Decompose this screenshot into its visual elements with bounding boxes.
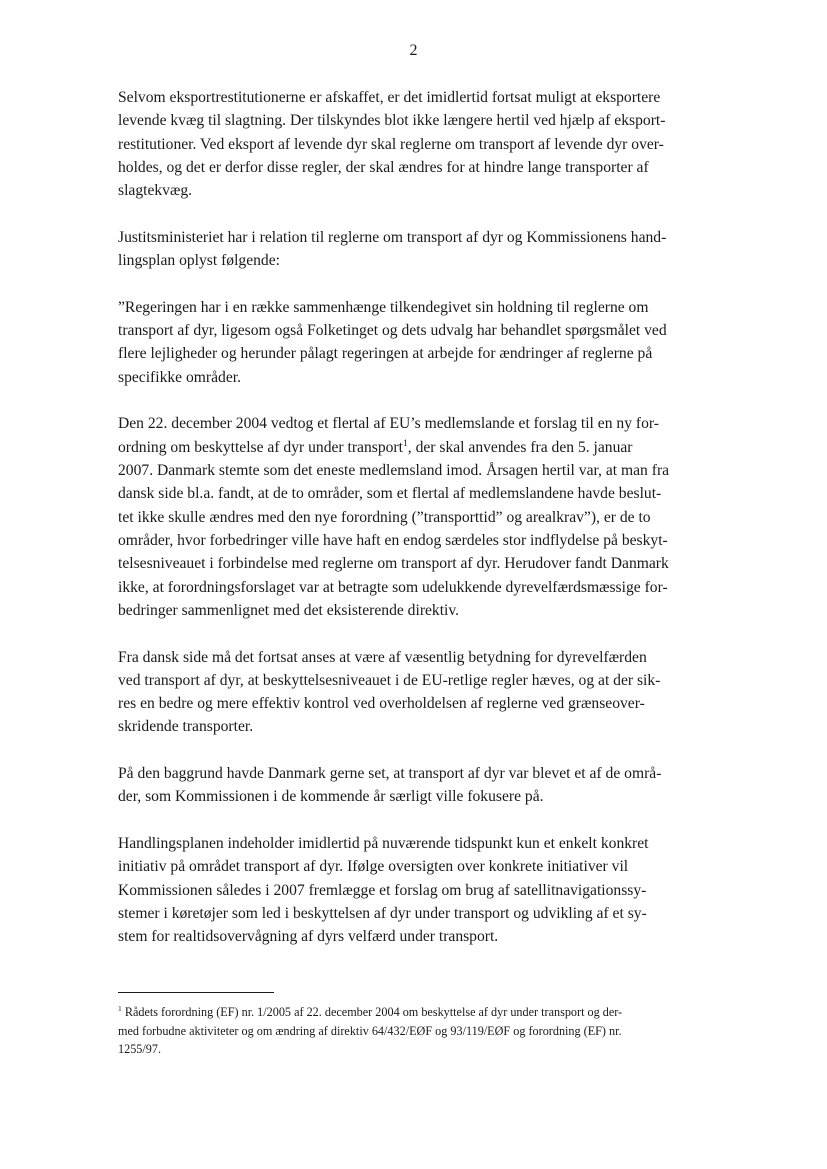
footnote-separator	[118, 992, 274, 993]
page-number: 2	[409, 42, 418, 59]
paragraph-6	[118, 762, 708, 809]
text-line: Den 22. december 2004 vedtog et flertal af EU’s medlemslande et forslag til en ny for-	[118, 415, 659, 433]
text-line: 2007. Danmark stemte som det eneste medlemsland imod. Årsagen hertil var, at man fra	[118, 462, 670, 480]
paragraph-2	[118, 226, 708, 273]
text-line: skridende transporter.	[118, 718, 254, 736]
text-line: telsesniveauet i forbindelse med reglerne om transport af dyr. Herudover fandt Danmark	[118, 555, 669, 573]
paragraph-4	[118, 412, 708, 622]
text-line: tet ikke skulle ændres med den nye forordning (”transporttid” og arealkrav”), er de to	[118, 508, 651, 526]
text-line: stemer i køretøjer som led i beskyttelsen af dyr under transport og udvikling af et sy-	[118, 904, 647, 922]
text-line: stem for realtidsovervågning af dyrs velfærd under transport.	[118, 928, 499, 946]
paragraph-7	[118, 832, 708, 948]
text-line: På den baggrund havde Danmark gerne set, at transport af dyr var blevet et af de områ-	[118, 765, 662, 783]
text-line: Justitsministeriet har i relation til reglerne om transport af dyr og Kommissionens hand-	[118, 228, 667, 246]
text-line: Fra dansk side må det fortsat anses at være af væsentlig betydning for dyrevelfærden	[118, 648, 647, 666]
text-line: ”Regeringen har i en række sammenhænge tilkendegivet sin holdning til reglerne om	[118, 298, 649, 316]
text-line: levende kvæg til slagtning. Der tilskyndes blot ikke længere hertil ved hjælp af eksport-	[118, 112, 666, 130]
text-segment: ordning om beskyttelse af dyr under transport	[118, 438, 403, 456]
paragraph-1	[118, 86, 708, 202]
text-line: restitutioner. Ved eksport af levende dyr skal reglerne om transport af levende dyr over-	[118, 135, 664, 153]
text-line: initiativ på området transport af dyr. Ifølge oversigten over konkrete initiativer vil	[118, 858, 629, 876]
footnote-text: Rådets forordning (EF) nr. 1/2005 af 22. december 2004 om beskyttelse af dyr under transport og der-	[121, 1005, 623, 1019]
text-line: holdes, og det er derfor disse regler, der skal ændres for at hindre lange transporter af	[118, 158, 649, 176]
text-line: ved transport af dyr, at beskyttelsesniveauet i de EU-retlige regler hæves, og at der sik-	[118, 671, 661, 689]
text-line: Selvom eksportrestitutionerne er afskaffet, er det imidlertid fortsat muligt at eksportere	[118, 89, 661, 106]
text-line: der, som Kommissionen i de kommende år særligt ville fokusere på.	[118, 788, 544, 806]
footnote-line	[118, 1003, 708, 1022]
text-line-with-footnote-ref	[118, 436, 708, 459]
paragraph-5	[118, 646, 708, 739]
footnote	[118, 1003, 708, 1059]
paragraph-3-quote	[118, 296, 708, 389]
text-line: res en bedre og mere effektiv kontrol ved overholdelsen af reglerne ved grænseover-	[118, 695, 645, 713]
text-line: Kommissionen således i 2007 fremlægge et forslag om brug af satellitnavigationssy-	[118, 881, 647, 899]
text-line: dansk side bl.a. fandt, at de to områder, som et flertal af medlemslandene havde beslut-	[118, 485, 662, 503]
footnote-line: 1255/97.	[118, 1042, 161, 1056]
text-line: ikke, at forordningsforslaget var at betragte som udelukkende dyrevelfærdsmæssige for-	[118, 578, 668, 596]
footnote-marker: 1	[118, 1003, 122, 1013]
footnote-reference[interactable]: 1	[402, 437, 408, 449]
text-line: slagtekvæg.	[118, 182, 193, 200]
text-line: lingsplan oplyst følgende:	[118, 252, 280, 270]
body-text	[118, 86, 708, 972]
text-line: flere lejligheder og herunder pålagt regeringen at arbejde for ændringer af reglerne på	[118, 345, 653, 363]
footnote-line: med forbudne aktiviteter og om ændring af direktiv 64/432/EØF og 93/119/EØF og forordning (EF) nr.	[118, 1023, 622, 1038]
text-line: områder, hvor forbedringer ville have haft en endog særdeles stor indflydelse på beskyt-	[118, 531, 668, 549]
text-line: transport af dyr, ligesom også Folketinget og dets udvalg har behandlet spørgsmålet ved	[118, 322, 667, 340]
text-line: bedringer sammenlignet med det eksisterende direktiv.	[118, 601, 460, 619]
text-line: specifikke områder.	[118, 368, 241, 386]
text-line: Handlingsplanen indeholder imidlertid på nuværende tidspunkt kun et enkelt konkret	[118, 835, 649, 853]
text-segment: , der skal anvendes fra den 5. januar	[407, 438, 633, 456]
